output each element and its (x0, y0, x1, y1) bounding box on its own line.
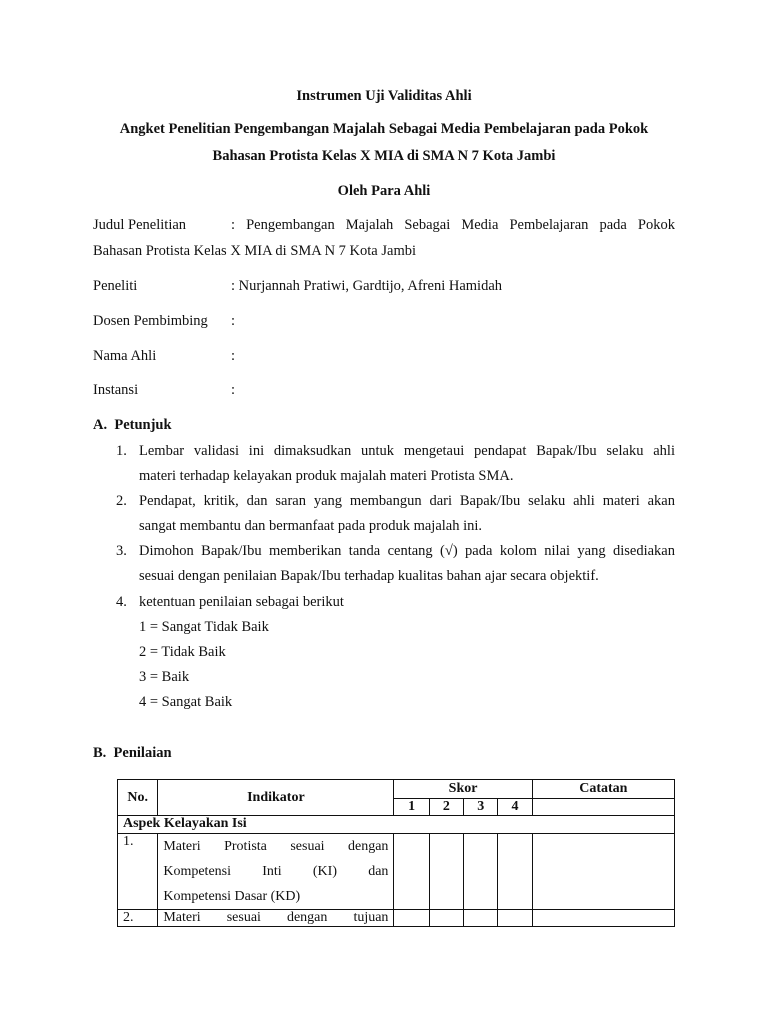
subtitle-line-2: Bahasan Protista Kelas X MIA di SMA N 7 Kota Jambi (212, 148, 556, 164)
table-row (118, 910, 675, 927)
dosen-value: : (231, 313, 236, 329)
column-header-catatan: Catatan (532, 780, 674, 799)
score-cell-2[interactable] (429, 910, 463, 927)
subtitle-line-1: Angket Penelitian Pengembangan Majalah Sebagai Media Pembelajaran pada Pokok (119, 121, 649, 137)
instruction-number: 4. (116, 594, 127, 610)
judul-value-line-1: : Pengembangan Majalah Sebagai Media Pembelajaran pada Pokok (231, 217, 675, 233)
section-a-heading: A. Petunjuk (93, 417, 172, 433)
scale-item: 1 = Sangat Tidak Baik (139, 619, 269, 635)
row-number: 2. (118, 910, 158, 927)
indicator-line: Materi sesuai dengan tujuan (163, 910, 389, 925)
score-cell-3[interactable] (464, 834, 498, 910)
judul-value-line-2: Bahasan Protista Kelas X MIA di SMA N 7 Kota Jambi (93, 243, 417, 259)
score-cell-3[interactable] (464, 910, 498, 927)
judul-label: Judul Penelitian (93, 217, 187, 233)
ahli-value: : (231, 348, 236, 364)
instruction-text-line: Lembar validasi ini dimaksudkan untuk mengetaui pendapat Bapak/Ibu selaku ahli (139, 443, 675, 459)
instruction-number: 2. (116, 493, 127, 509)
peneliti-value: : Nurjannah Pratiwi, Gardtijo, Afreni Hamidah (231, 278, 503, 294)
section-b-heading: B. Penilaian (93, 745, 172, 761)
notes-cell[interactable] (532, 834, 674, 910)
instruction-text-line: sesuai dengan penilaian Bapak/Ibu terhadap kualitas bahan ajar secara objektif. (139, 568, 599, 584)
instruction-text-line: Dimohon Bapak/Ibu memberikan tanda centang (√) pada kolom nilai yang disediakan (139, 543, 675, 559)
notes-cell[interactable] (532, 910, 674, 927)
column-header-indikator: Indikator (158, 780, 394, 816)
instruction-number: 3. (116, 543, 127, 559)
instruction-number: 1. (116, 443, 127, 459)
indicator-line: Kompetensi Dasar (KD) (163, 889, 301, 904)
instansi-value: : (231, 382, 236, 398)
score-cell-4[interactable] (498, 834, 532, 910)
by-line: Oleh Para Ahli (337, 183, 431, 199)
instansi-label: Instansi (93, 382, 139, 398)
skor-header-2: 2 (429, 799, 463, 816)
instruction-text-line: materi terhadap kelayakan produk majalah materi Protista SMA. (139, 468, 514, 484)
scale-item: 3 = Baik (139, 669, 190, 685)
column-header-no: No. (118, 780, 158, 816)
score-cell-1[interactable] (394, 910, 429, 927)
skor-header-1: 1 (394, 799, 429, 816)
table-row (118, 834, 675, 910)
row-number: 1. (118, 834, 158, 910)
aspect-heading: Aspek Kelayakan Isi (118, 816, 675, 834)
skor-header-3: 3 (464, 799, 498, 816)
scale-item: 2 = Tidak Baik (139, 644, 226, 660)
peneliti-label: Peneliti (93, 278, 138, 294)
column-header-skor: Skor (394, 780, 532, 799)
scale-item: 4 = Sangat Baik (139, 694, 233, 710)
score-cell-1[interactable] (394, 834, 429, 910)
instruction-text-line: Pendapat, kritik, dan saran yang membangun dari Bapak/Ibu selaku ahli materi akan (139, 493, 675, 509)
ahli-label: Nama Ahli (93, 348, 157, 364)
skor-header-4: 4 (498, 799, 532, 816)
indicator-line: Materi Protista sesuai dengan (163, 839, 389, 854)
indicator-cell (158, 834, 394, 910)
document-title: Instrumen Uji Validitas Ahli (296, 88, 472, 104)
catatan-header-blank (532, 799, 674, 816)
score-cell-2[interactable] (429, 834, 463, 910)
instruction-text-line: ketentuan penilaian sebagai berikut (139, 594, 344, 610)
indicator-cell (158, 910, 394, 927)
dosen-label: Dosen Pembimbing (93, 313, 208, 329)
instruction-text-line: sangat membantu dan bermanfaat pada produk majalah ini. (139, 518, 483, 534)
assessment-table (117, 779, 675, 927)
score-cell-4[interactable] (498, 910, 532, 927)
indicator-line: Kompetensi Inti (KI) dan (163, 864, 389, 879)
